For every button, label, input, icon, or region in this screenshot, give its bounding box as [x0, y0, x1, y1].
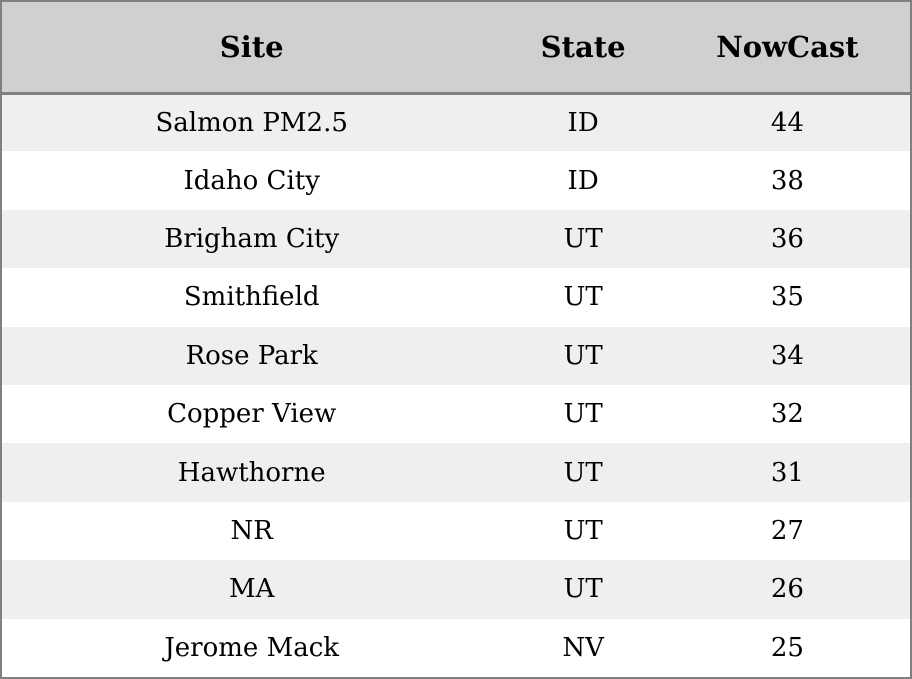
cell-site: Smithfield [183, 282, 320, 313]
cell-nowcast: 25 [770, 632, 804, 663]
column-header-nowcast[interactable]: NowCast [665, 2, 910, 93]
table-row [2, 151, 910, 209]
cell-site: Salmon PM2.5 [155, 107, 348, 138]
table-row [2, 210, 910, 268]
cell-nowcast: 44 [770, 107, 804, 138]
cell-state: UT [563, 399, 603, 430]
cell-site: Brigham City [164, 223, 340, 254]
table-row [2, 443, 910, 501]
cell-site: NR [230, 515, 273, 546]
table-row [2, 560, 910, 618]
cell-state: UT [563, 223, 603, 254]
table-body [2, 93, 910, 677]
cell-site: Copper View [167, 399, 337, 430]
cell-nowcast: 36 [770, 223, 804, 254]
cell-site: Hawthorne [177, 457, 326, 488]
cell-state: UT [563, 515, 603, 546]
table-row [2, 502, 910, 560]
cell-site: MA [228, 574, 275, 605]
table-row [2, 327, 910, 385]
cell-nowcast: 27 [770, 515, 804, 546]
cell-state: ID [567, 165, 599, 196]
cell-nowcast: 32 [770, 399, 804, 430]
cell-nowcast: 34 [770, 340, 804, 371]
cell-nowcast: 38 [770, 165, 804, 196]
cell-site: Idaho City [183, 165, 320, 196]
cell-state: UT [563, 457, 603, 488]
column-header-state[interactable]: State [501, 2, 664, 93]
cell-state: NV [562, 632, 604, 663]
header-row [2, 2, 910, 93]
cell-nowcast: 26 [770, 574, 804, 605]
nowcast-table [2, 2, 910, 677]
cell-site: Jerome Mack [164, 632, 340, 663]
table-row [2, 93, 910, 151]
table-row [2, 385, 910, 443]
table-row [2, 619, 910, 677]
cell-state: UT [563, 574, 603, 605]
table-row [2, 268, 910, 326]
cell-state: UT [563, 282, 603, 313]
cell-site: Rose Park [185, 340, 318, 371]
cell-state: UT [563, 340, 603, 371]
cell-nowcast: 31 [770, 457, 804, 488]
cell-nowcast: 35 [770, 282, 804, 313]
column-header-site[interactable]: Site [2, 2, 501, 93]
cell-state: ID [567, 107, 599, 138]
